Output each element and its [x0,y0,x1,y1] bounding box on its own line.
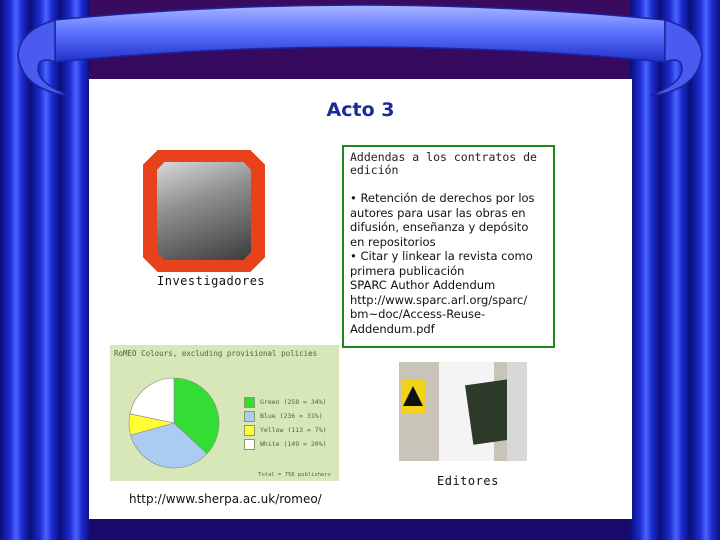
legend-label: Blue (236 = 31%) [260,412,323,420]
romeo-pie-chart [110,345,339,481]
addenda-line: SPARC Author Addendum [350,278,496,292]
chart-footer-total: Total = 756 publishers [258,472,331,478]
addenda-line: primera publicación [350,263,465,278]
addenda-line: difusión, enseñanza y depósito [350,220,529,234]
researchers-photo [143,150,265,272]
addenda-heading-line1: Addendas a los contratos de [350,150,537,164]
legend-swatch-blue [244,411,255,422]
legend-label: White (149 = 20%) [260,440,327,448]
addenda-line: bm~doc/Access-Reuse- [350,307,486,321]
publishers-photo [399,362,527,461]
legend-swatch-white [244,439,255,450]
pie-svg [112,363,242,473]
addenda-line: http://www.sparc.arl.org/sparc/ [350,292,528,307]
slide-title: Acto 3 [326,99,395,121]
slide-panel [89,79,632,519]
chart-legend [244,395,327,451]
addenda-line: • Citar y linkear la revista como [350,249,533,263]
legend-label: Green (258 = 34%) [260,398,327,406]
addenda-heading-line2: edición [350,163,399,177]
addenda-box [342,145,555,348]
chart-title: RoMEO Colours, excluding provisional policies [114,349,318,358]
legend-item [244,395,327,409]
legend-item [244,437,327,451]
addenda-line: Addendum.pdf [350,321,435,336]
legend-label: Yellow (113 = 7%) [260,426,327,434]
researchers-caption: Investigadores [157,274,266,288]
publishers-caption: Editores [437,474,499,488]
addenda-line: autores para usar las obras en [350,205,526,220]
sherpa-romeo-link[interactable]: http://www.sherpa.ac.uk/romeo/ [129,492,322,506]
legend-item [244,423,327,437]
addenda-line: • Retención de derechos por los [350,191,535,205]
legend-swatch-green [244,397,255,408]
addenda-line: en repositorios [350,234,436,249]
legend-item [244,409,327,423]
legend-swatch-yellow [244,425,255,436]
